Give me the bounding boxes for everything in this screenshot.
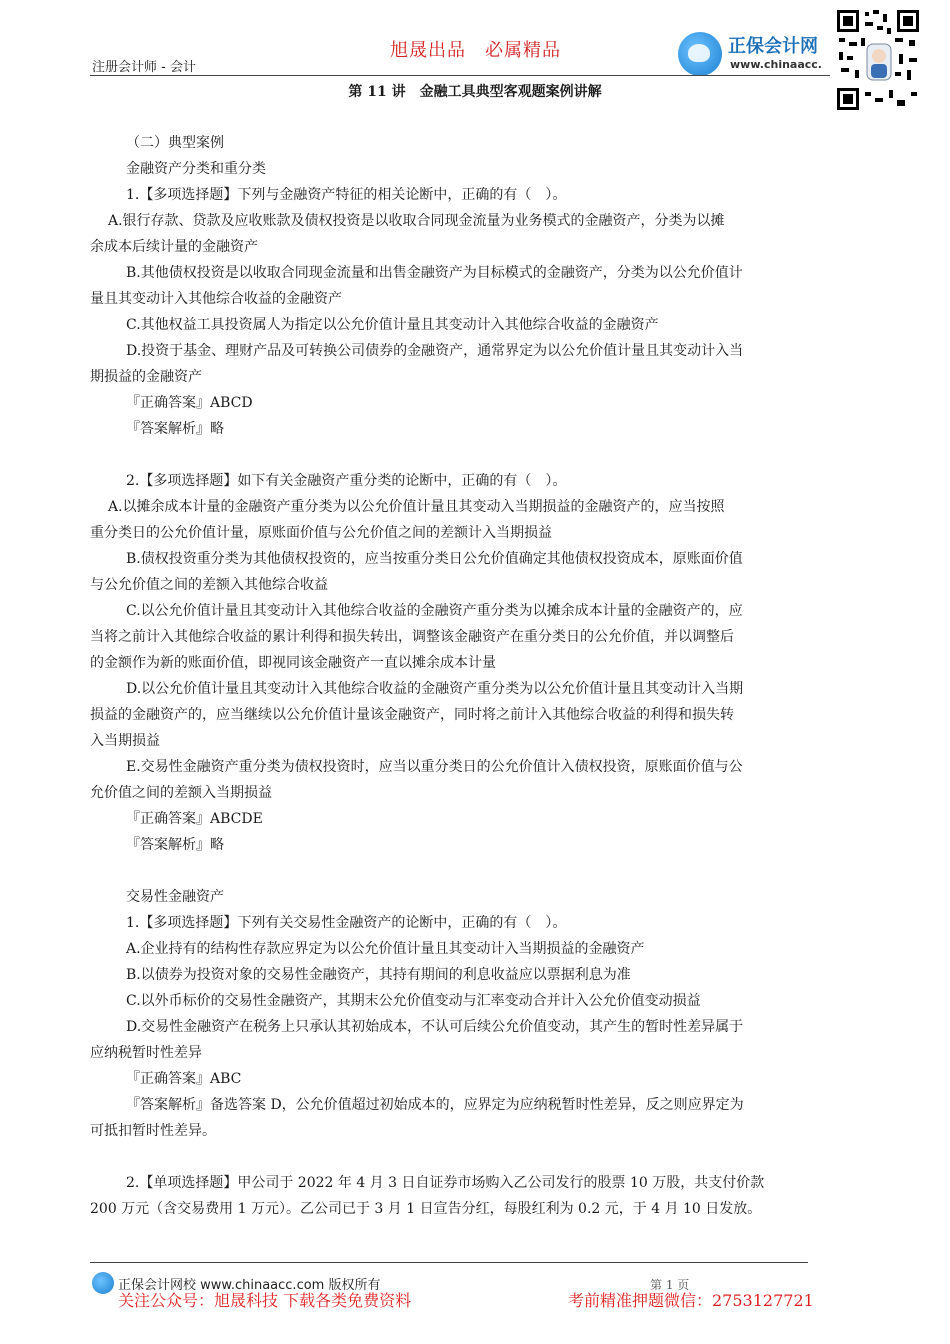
document-body (90, 130, 860, 1222)
option-a: A.银行存款、贷款及应收账款及债权投资是以收取合同现金流量为业务模式的金融资产，分类为以摊 (108, 213, 725, 229)
option-e: E.交易性金融资产重分类为债权投资时，应当以重分类日的公允价值计入债权投资，原账面价值与公 (126, 759, 743, 775)
topic-heading: 交易性金融资产 (126, 889, 224, 905)
header-slogan: 旭晟出品 必属精品 (390, 40, 561, 61)
logo-url: www.chinaacc. (730, 58, 822, 71)
spacer (90, 442, 860, 468)
logo-name: 正保会计网 (728, 36, 818, 57)
option-c-cont: 的金额作为新的账面价值，即视同该金融资产一直以摊余成本计量 (90, 655, 496, 671)
option-a: A.企业持有的结构性存款应界定为以公允价值计量且其变动计入当期损益的金融资产 (126, 941, 645, 957)
option-b-cont: 与公允价值之间的差额入其他综合收益 (90, 577, 328, 593)
option-b: B.其他债权投资是以收取合同现金流量和出售金融资产为目标模式的金融资产，分类为以公允价值计 (126, 265, 743, 281)
answer-analysis: 『答案解析』备选答案 D，公允价值超过初始成本的，应界定为应纳税暂时性差异，反之则应界定为 (126, 1097, 744, 1113)
option-d-cont: 入当期损益 (90, 733, 160, 749)
correct-answer: 『正确答案』ABC (126, 1071, 242, 1087)
option-d-cont: 损益的金融资产的，应当继续以公允价值计量该金融资产，同时将之前计入其他综合收益的利得和损失转 (90, 707, 734, 723)
logo-globe-icon (678, 32, 722, 76)
lecture-title: 第 11 讲 金融工具典型客观题案例讲解 (348, 84, 602, 100)
option-c-cont: 当将之前计入其他综合收益的累计利得和损失转出，调整该金融资产在重分类日的公允价值，并以调整后 (90, 629, 734, 645)
page-number: 第 1 页 (650, 1278, 690, 1292)
footer-logo-icon (92, 1272, 114, 1294)
option-d: D.交易性金融资产在税务上只承认其初始成本，不认可后续公允价值变动，其产生的暂时性差异属于 (126, 1019, 744, 1035)
option-d-cont: 期损益的金融资产 (90, 369, 202, 385)
question-stem: 2.【单项选择题】甲公司于 2022 年 4 月 3 日自证券市场购入乙公司发行的股票 10 万股，共支付价款 (126, 1175, 765, 1191)
question-stem: 1.【多项选择题】下列与金融资产特征的相关论断中，正确的有（ ）。 (126, 187, 567, 203)
question-stem: 1.【多项选择题】下列有关交易性金融资产的论断中，正确的有（ ）。 (126, 915, 567, 931)
option-b-cont: 量且其变动计入其他综合收益的金融资产 (90, 291, 342, 307)
question-stem-cont: 200 万元（含交易费用 1 万元）。乙公司已于 3 月 1 日宣告分红，每股红利为 0.2 元，于 4 月 10 日发放。 (90, 1201, 762, 1217)
brand-logo (678, 30, 838, 76)
answer-analysis: 『答案解析』略 (126, 837, 224, 853)
header-divider (90, 75, 830, 76)
question-stem: 2.【多项选择题】如下有关金融资产重分类的论断中，正确的有（ ）。 (126, 473, 567, 489)
topic-heading: 金融资产分类和重分类 (126, 161, 266, 177)
course-name: 注册会计师 - 会计 (92, 60, 196, 75)
section-heading: （二）典型案例 (126, 135, 224, 151)
spacer (90, 858, 860, 884)
promo-wechat-contact: 考前精准押题微信：2753127721 (568, 1291, 814, 1310)
footer-divider (90, 1262, 808, 1263)
option-a: A.以摊余成本计量的金融资产重分类为以公允价值计量且其变动入当期损益的金融资产的，应当按照 (108, 499, 725, 515)
option-b: B.以债券为投资对象的交易性金融资产，其持有期间的利息收益应以票据利息为准 (126, 967, 631, 983)
spacer (90, 1144, 860, 1170)
option-d: D.以公允价值计量且其变动计入其他综合收益的金融资产重分类为以公允价值计量且其变动计入当期 (126, 681, 744, 697)
answer-analysis-cont: 可抵扣暂时性差异。 (90, 1123, 216, 1139)
promo-wechat-account: 关注公众号：旭晟科技 下载各类免费资料 (118, 1291, 412, 1310)
option-c: C.以公允价值计量且其变动计入其他综合收益的金融资产重分类为以摊余成本计量的金融资产的，应 (126, 603, 743, 619)
correct-answer: 『正确答案』ABCD (126, 395, 253, 411)
option-c: C.其他权益工具投资属人为指定以公允价值计量且其变动计入其他综合收益的金融资产 (126, 317, 659, 333)
option-d-cont: 应纳税暂时性差异 (90, 1045, 202, 1061)
answer-analysis: 『答案解析』略 (126, 421, 224, 437)
footer-copyright: 正保会计网校 www.chinaacc.com 版权所有 (118, 1278, 381, 1293)
option-c: C.以外币标价的交易性金融资产，其期末公允价值变动与汇率变动合并计入公允价值变动损益 (126, 993, 701, 1009)
correct-answer: 『正确答案』ABCDE (126, 811, 263, 827)
option-b: B.债权投资重分类为其他债权投资的，应当按重分类日公允价值确定其他债权投资成本，原账面价值 (126, 551, 743, 567)
option-a-cont: 重分类日的公允价值计量，原账面价值与公允价值之间的差额计入当期损益 (90, 525, 552, 541)
option-d: D.投资于基金、理财产品及可转换公司债券的金融资产，通常界定为以公允价值计量且其变动计入当 (126, 343, 744, 359)
option-a-cont: 余成本后续计量的金融资产 (90, 239, 258, 255)
option-e-cont: 允价值之间的差额入当期损益 (90, 785, 272, 801)
